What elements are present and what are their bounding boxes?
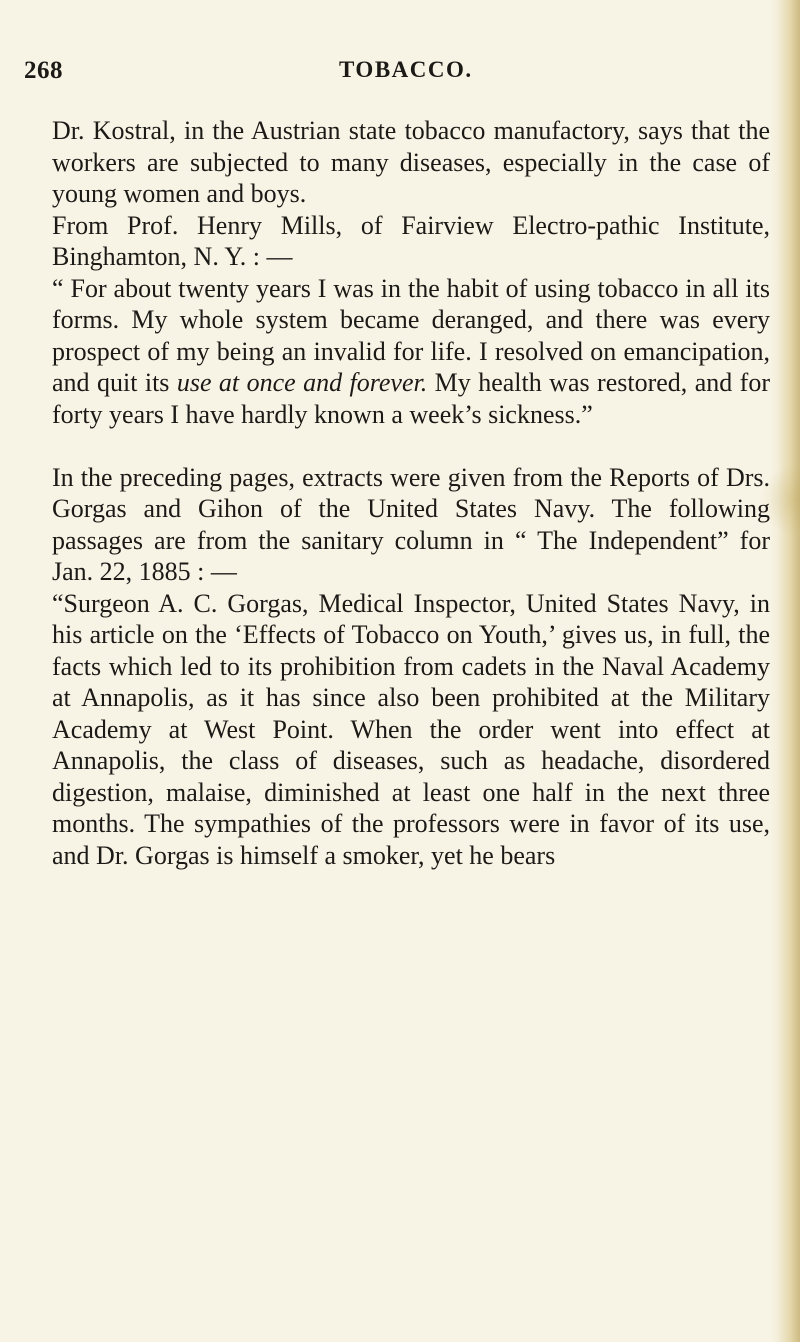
paragraph-mills-quote <box>52 273 770 431</box>
paragraph-gorgas-quote: “Surgeon A. C. Gorgas, Medical Inspector, United States Navy, in his article on the ‘Effects of Tobacco on Youth,’ gives us, in full, the facts which led to its prohibition from cadets in the Naval Academy at Annapolis, as it has since also been prohibited at the Military Academy at West Point. When the order went into effect at Annapolis, the class of diseases, such as headache, disordered digestion, malaise, diminished at least one half in the next three months. The sympathies of the professors were in favor of its use, and Dr. Gorgas is himself a smoker, yet he bears <box>52 588 770 870</box>
text-block <box>52 115 770 871</box>
running-title: TOBACCO. <box>339 57 473 82</box>
mills-quote-end: My health was restored, and for forty years I have hardly known a week’s sickness.” <box>52 368 770 429</box>
mills-quote-italic: use at once and forever. <box>176 368 428 397</box>
paragraph-kostral: Dr. Kostral, in the Austrian state tobacco manufactory, says that the workers are subjected to many diseases, especially in the case of young women and boys. <box>52 116 770 208</box>
paragraph-mills-intro: From Prof. Henry Mills, of Fairview Electro-pathic Institute, Binghamton, N. Y. : — <box>52 210 770 271</box>
paragraph-gap <box>52 430 770 462</box>
page-edge-stain <box>778 0 800 1342</box>
running-head <box>24 57 764 91</box>
page-number: 268 <box>24 57 63 84</box>
mills-quote-start: “ For about twenty years I was in the habit of using tobacco in all its forms. My whole system became deranged, and there was every prospect of my being an invalid for life. I resolved on emancipation, and quit its <box>52 273 770 397</box>
paragraph-preceding-pages: In the preceding pages, extracts were given from the Reports of Drs. Gorgas and Gihon of the United States Navy. The following passages are from the sanitary column in “ The Independent” for Jan. 22, 1885 : — <box>52 462 770 586</box>
